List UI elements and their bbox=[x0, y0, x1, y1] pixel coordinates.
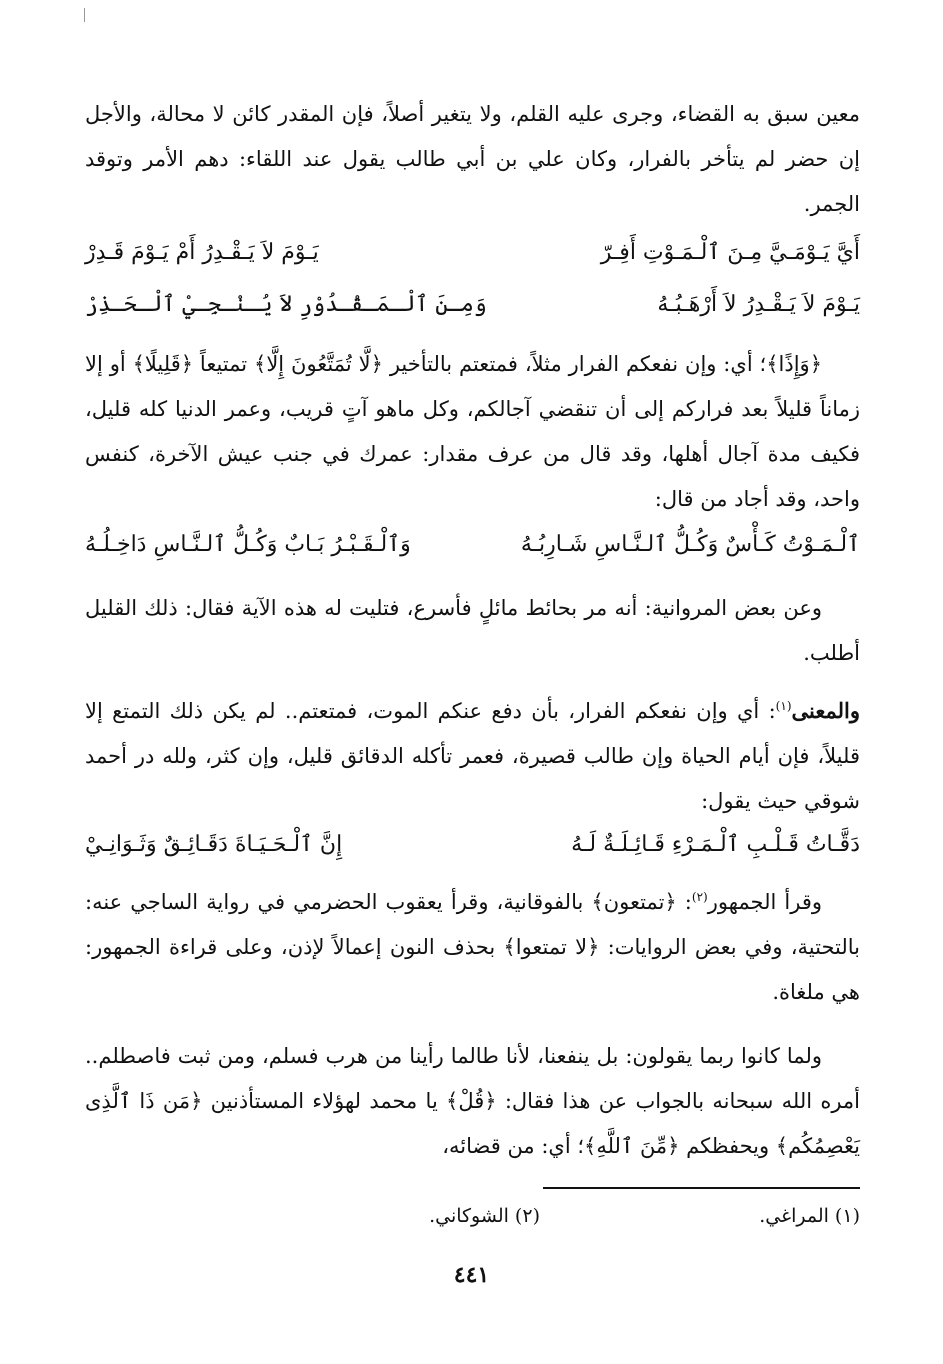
paragraph-4-label: والمعنى bbox=[791, 698, 860, 723]
footnote-divider bbox=[543, 1187, 860, 1189]
paragraph-5 bbox=[85, 880, 860, 1015]
poem-2-verse-1 bbox=[85, 532, 860, 580]
paragraph-2-text: ﴿وَإِذًا﴾؛ أي: وإن نفعكم الفرار مثلاً، فمتعتم بالتأخير ﴿لَّا تُمَتَّعُونَ إِلَّا﴾ تمتيعاً ﴿قَلِيلًا﴾ أو إلا زماناً قليلاً بعد فراركم إلى أن تنقضي آجالكم، وكل ماهو آتٍ قريب، وعمر الدنيا كله قليل، فكيف مدة آجال أهلها، وقد قال من عرف مقدار: عمرك في جنب عيش الآخرة، كنفس واحد، وقد أجاد من قال: bbox=[85, 352, 860, 511]
paragraph-6 bbox=[85, 1034, 860, 1169]
page-number: ٤٤١ bbox=[453, 1262, 490, 1288]
poem-3-verse-1-first-hemistich: دَقَّـاتُ قَـلْـبِ ٱلْـمَـرْءِ قَـائِـلَـةٌ لَـهُ bbox=[571, 832, 860, 857]
paragraph-5-lead: وقرأ الجمهور bbox=[707, 890, 822, 914]
poem-3-verse-1 bbox=[85, 832, 860, 880]
paragraph-5-text: : ﴿تمتعون﴾ بالفوقانية، وقرأ يعقوب الحضرمي في رواية الساجي عنه: بالتحتية، وفي بعض الروايات: ﴿لا تمتعوا﴾ بحذف النون إعمالاً لإذن، وعلى قراءة الجمهور: هي ملغاة. bbox=[85, 890, 860, 1004]
paragraph-2 bbox=[85, 342, 860, 522]
paragraph-1-text: معين سبق به القضاء، وجرى عليه القلم، ولا يتغير أصلاً، فإن المقدر كائن لا محالة، والأجل إن حضر لم يتأخر بالفرار، وكان علي بن أبي طالب يقول عند اللقاء: دهم الأمر وتوقد الجمر. bbox=[85, 102, 860, 216]
paragraph-6-text: ولما كانوا ربما يقولون: بل ينفعنا، لأنا طالما رأينا من هرب فسلم، ومن ثبت فاصطلم.. أمره الله سبحانه بالجواب عن هذا فقال: ﴿قُلْ﴾ يا محمد لهؤلاء المستأذنين ﴿مَن ذَا ٱلَّذِى يَعْصِمُكُم﴾ ويحفظكم ﴿مِّنَ ٱللَّهِ﴾؛ أي: من قضائه، bbox=[85, 1044, 860, 1158]
poem-2-verse-1-first-hemistich: ٱلْـمَـوْتُ كَـأْسٌ وَكُـلُّ ٱلـنَّـاسِ شَـارِبُـهُ bbox=[520, 532, 860, 557]
paragraph-4-text: : أي وإن نفعكم الفرار، بأن دفع عنكم الموت، فمتعتم.. لم يكن ذلك التمتع إلا قليلاً، فإن أيام الحياة وإن طالب قصيرة، فعمر تأكله الدقائق قليل، وإن كثر، ولله در أحمد شوقي حيث يقول: bbox=[85, 699, 860, 813]
footnote-ref-1: (١) bbox=[775, 699, 792, 713]
poem-1-verse-2-first-hemistich: يَـوْمَ لاَ يَـقْـدِرُ لاَ أَرْهَـبُـهُ bbox=[657, 292, 860, 317]
poem-1-verse-1 bbox=[85, 240, 860, 288]
paragraph-4 bbox=[85, 688, 860, 824]
footnote-2: (٢) الشوكاني. bbox=[429, 1205, 540, 1227]
paragraph-3 bbox=[85, 586, 860, 676]
poem-1-verse-2-second-hemistich: وَمِـنَ ٱلْـمَـقْـدُوْرِ لاَ يُـنْـجِـيْ ٱلْـحَـذِرْ bbox=[85, 292, 487, 317]
footnotes bbox=[85, 1205, 860, 1239]
poem-1-verse-1-second-hemistich: يَـوْمَ لاَ يَـقْـدِرُ أَمْ يَـوْمَ قَـدِرْ bbox=[85, 240, 319, 265]
poem-2-verse-1-second-hemistich: وَٱلْـقَـبْـرُ بَـابٌ وَكُـلُّ ٱلـنَّـاسِ دَاخِـلُـهُ bbox=[85, 532, 411, 557]
poem-1-verse-2 bbox=[85, 292, 860, 340]
footnote-1: (١) المراغي. bbox=[759, 1205, 860, 1227]
margin-mark bbox=[84, 8, 85, 22]
paragraph-1 bbox=[85, 92, 860, 227]
poem-3-verse-1-second-hemistich: إِنَّ ٱلْـحَـيَـاةَ دَقَـائِـقٌ وَثَـوَانِـيْ bbox=[85, 832, 343, 857]
poem-1-verse-1-first-hemistich: أَيَّ يَـوْمَـيَّ مِـنَ ٱلْـمَـوْتِ أَفِـرّ bbox=[600, 240, 860, 265]
footnote-ref-2: (٢) bbox=[691, 890, 708, 904]
paragraph-3-text: وعن بعض المروانية: أنه مر بحائط مائلٍ فأسرع، فتليت له هذه الآية فقال: ذلك القليل أطلب. bbox=[85, 596, 860, 665]
